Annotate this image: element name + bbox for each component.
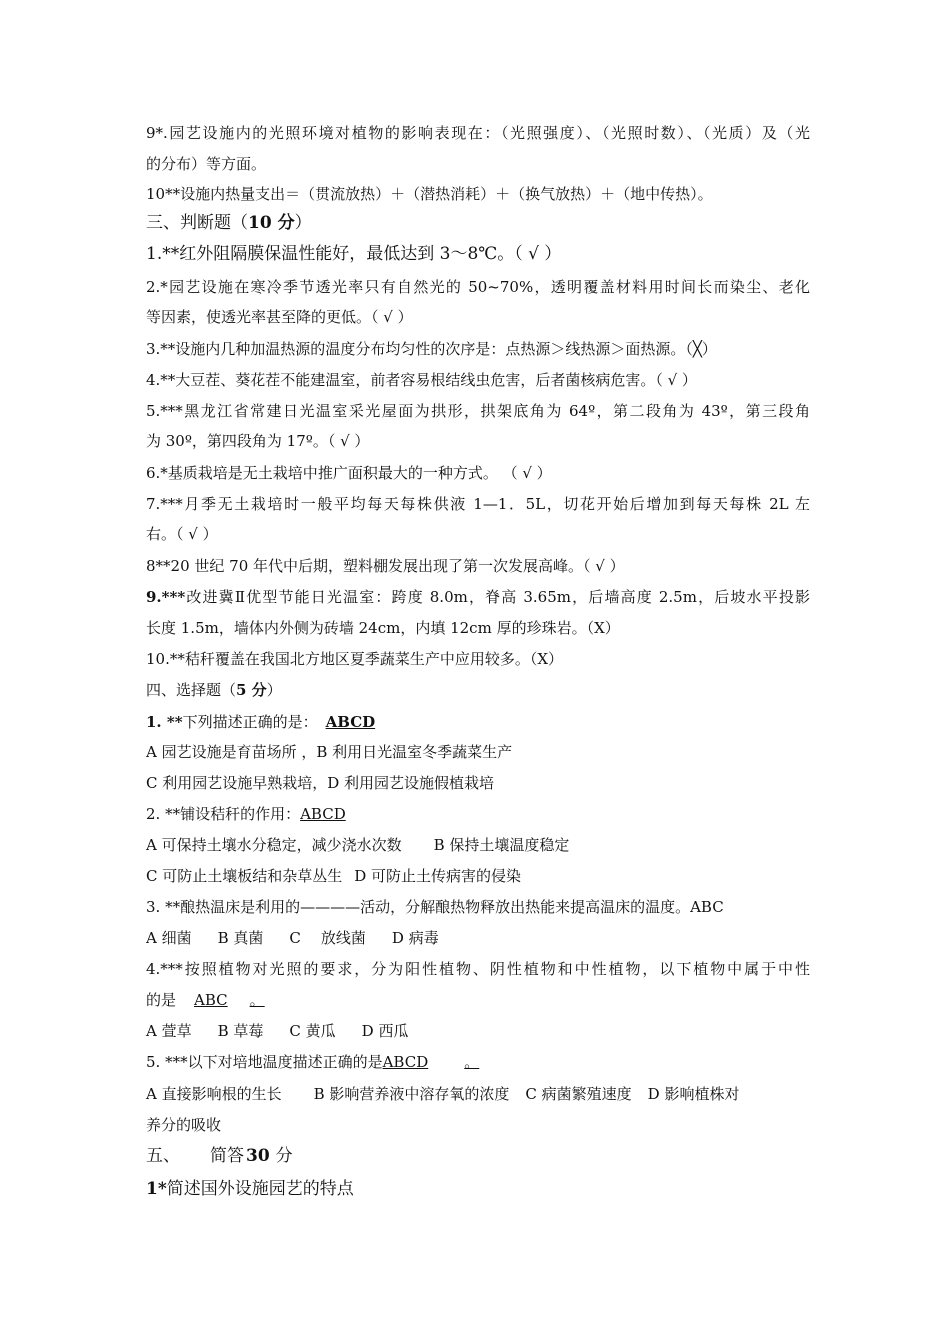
option-a: A 可保持土壤水分稳定，减少浇水次数 bbox=[146, 836, 402, 854]
text-line: 6.*基质栽培是无土栽培中推广面积最大的一种方式。 （ √ ） bbox=[146, 464, 552, 482]
text-line bbox=[146, 804, 346, 824]
item-text: 下列描述正确的是： bbox=[182, 713, 318, 731]
heading-text: 分 bbox=[275, 1146, 293, 1166]
text-line: 右。（ √ ） bbox=[146, 525, 218, 543]
text-line: 4.**大豆茬、葵花茬不能建温室，前者容易根结线虫危害，后者菌核病危害。（ √ ） bbox=[146, 371, 697, 389]
answer-blank: ABCD bbox=[325, 713, 376, 731]
text-line bbox=[146, 928, 439, 948]
text-line: 5.***黑龙江省常建日光温室采光屋面为拱形，拱架底角为 64º，第二段角为 43º，第三段角 bbox=[146, 402, 810, 420]
answer-blank: ABC 。 bbox=[194, 991, 265, 1009]
option-d: D 西瓜 bbox=[361, 1022, 409, 1040]
option-b: B 影响营养液中溶存氧的浓度 bbox=[313, 1085, 510, 1103]
text-line bbox=[146, 990, 283, 1010]
text-line bbox=[146, 835, 569, 855]
item-text: 简述国外设施园艺的特点 bbox=[166, 1179, 354, 1199]
section-heading bbox=[146, 680, 282, 700]
text-line: 1.**红外阻隔膜保温性能好，最低达到 3～8℃。（ √ ） bbox=[146, 244, 562, 264]
option-b: B 草莓 bbox=[217, 1022, 264, 1040]
option-a: A 细菌 bbox=[146, 929, 192, 947]
item-text: 的是 bbox=[146, 991, 177, 1009]
text-line: 10**设施内热量支出＝（贯流放热）＋（潜热消耗）＋（换气放热）＋（地中传热）。 bbox=[146, 185, 713, 203]
text-line: 3.**设施内几种加温热源的温度分布均匀性的次序是：点热源＞线热源＞面热源。（╳） bbox=[146, 340, 717, 358]
answer-blank: ABCD 。 bbox=[382, 1053, 480, 1071]
text-line: 8**20 世纪 70 年代中后期，塑料棚发展出现了第一次发展高峰。（ √ ） bbox=[146, 557, 625, 575]
heading-score: 5 分 bbox=[236, 681, 267, 699]
item-number: 9.*** bbox=[146, 588, 186, 606]
heading-text: 五、 bbox=[146, 1146, 180, 1166]
text-line bbox=[146, 1179, 354, 1199]
option-c-text: 放线菌 bbox=[320, 929, 366, 947]
item-number: 1. ** bbox=[146, 713, 183, 731]
text-line: 为 30º，第四段角为 17º。（ √ ） bbox=[146, 432, 370, 450]
heading-text: 四、选择题（ bbox=[146, 681, 237, 699]
option-a: A 直接影响根的生长 bbox=[146, 1085, 282, 1103]
section-heading bbox=[146, 213, 312, 233]
text-line: 2.*园艺设施在寒冷季节透光率只有自然光的 50~70%，透明覆盖材料用时间长而染尘、老化 bbox=[146, 278, 810, 296]
answer-blank: ABCD bbox=[300, 805, 346, 823]
text-line bbox=[146, 1084, 739, 1104]
option-d: D 影响植株对 bbox=[647, 1085, 740, 1103]
option-b: B 真菌 bbox=[217, 929, 264, 947]
text-line bbox=[146, 1052, 479, 1072]
text-line: 长度 1.5m，墙体内外侧为砖墙 24cm，内填 12cm 厚的珍珠岩。（X） bbox=[146, 619, 620, 637]
text-line bbox=[146, 712, 375, 732]
heading-text: 简答 bbox=[210, 1146, 244, 1166]
heading-text: 三、判断题（ bbox=[146, 213, 248, 233]
item-text: 5. ***以下对培地温度描述正确的是 bbox=[146, 1053, 383, 1071]
text-line: 的分布）等方面。 bbox=[146, 155, 267, 173]
heading-score: 30 bbox=[246, 1146, 270, 1166]
item-text: 2. **铺设秸秆的作用： bbox=[146, 805, 301, 823]
text-line: 4.***按照植物对光照的要求，分为阳性植物、阴性植物和中性植物，以下植物中属于中性 bbox=[146, 960, 810, 978]
heading-text: ） bbox=[294, 213, 312, 233]
heading-text: ） bbox=[266, 681, 282, 699]
heading-score: 10 分 bbox=[248, 213, 295, 233]
text-line: C 利用园艺设施早熟栽培，D 利用园艺设施假植栽培 bbox=[146, 774, 495, 792]
option-c: C 可防止土壤板结和杂草丛生 bbox=[146, 867, 343, 885]
text-line bbox=[146, 866, 521, 886]
option-c: C bbox=[289, 929, 301, 947]
item-text: 改进冀Ⅱ优型节能日光温室：跨度 8.0m，脊高 3.65m，后墙高度 2.5m，后坡水平投影 bbox=[185, 588, 810, 606]
item-number: 1* bbox=[146, 1179, 167, 1199]
option-c: C 病菌繁殖速度 bbox=[525, 1085, 632, 1103]
text-line: 7.***月季无土栽培时一般平均每天每株供液 1—1．5L，切花开始后增加到每天每株 2L 左 bbox=[146, 495, 810, 513]
text-line: 9*.园艺设施内的光照环境对植物的影响表现在：（光照强度）、（光照时数）、（光质）及（光 bbox=[146, 124, 810, 142]
option-d: D 可防止土传病害的侵染 bbox=[354, 867, 522, 885]
option-a: A 萱草 bbox=[146, 1022, 192, 1040]
text-line: 养分的吸收 bbox=[146, 1116, 222, 1134]
text-line: A 园艺设施是育苗场所 ，B 利用日光温室冬季蔬菜生产 bbox=[146, 743, 513, 761]
text-line: 等因素，使透光率甚至降的更低。（ √ ） bbox=[146, 308, 413, 326]
section-heading bbox=[146, 1146, 293, 1166]
option-d: D 病毒 bbox=[391, 929, 439, 947]
text-line bbox=[146, 587, 810, 607]
text-line: 10.**秸秆覆盖在我国北方地区夏季蔬菜生产中应用较多。（X） bbox=[146, 650, 564, 668]
text-line bbox=[146, 1021, 408, 1041]
option-c: C 黄瓜 bbox=[289, 1022, 336, 1040]
text-line: 3. **酿热温床是利用的————活动，分解酿热物释放出热能来提高温床的温度。ABC bbox=[146, 898, 724, 916]
option-b: B 保持土壤温度稳定 bbox=[433, 836, 570, 854]
